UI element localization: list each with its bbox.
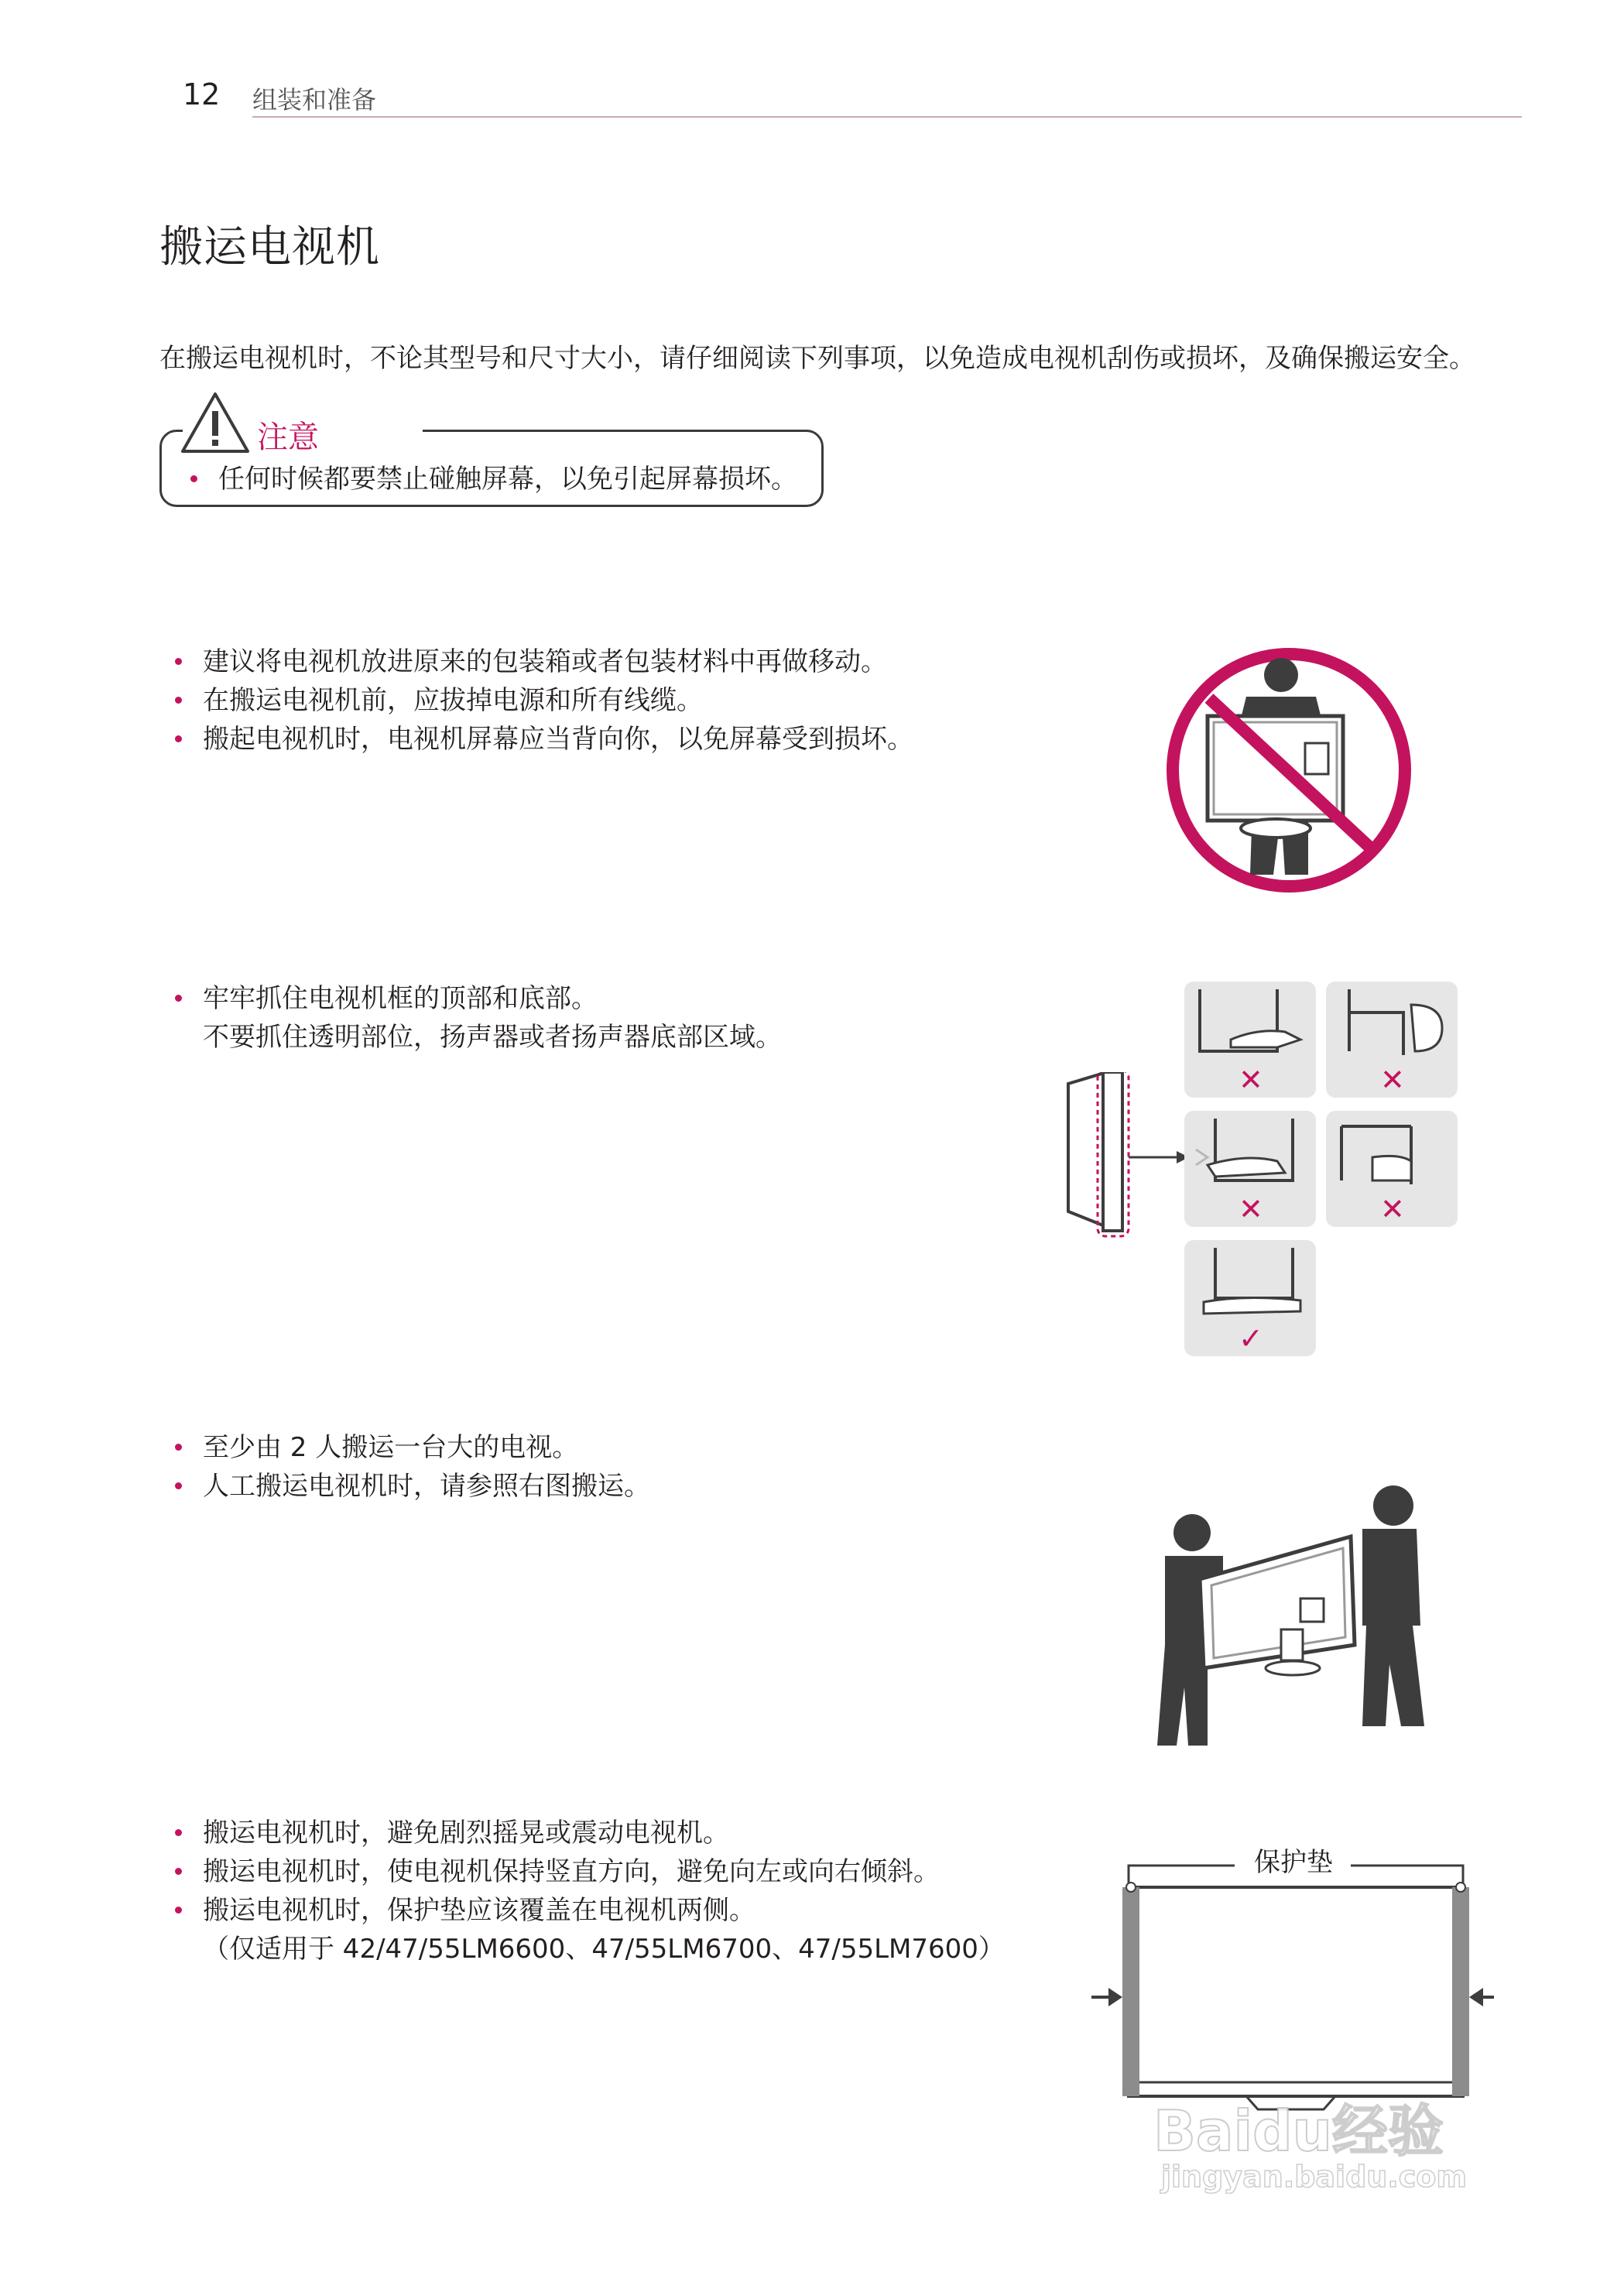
grip-panel-wrong-4 bbox=[1326, 1111, 1458, 1227]
grip-illustration bbox=[1184, 1240, 1316, 1325]
section-2-list bbox=[159, 979, 782, 1057]
protective-pad-label: 保护垫 bbox=[1246, 1841, 1341, 1879]
section-4-list bbox=[159, 1814, 1005, 1968]
grip-panel-correct bbox=[1184, 1240, 1316, 1356]
list-item: 搬运电视机时，避免剧烈摇晃或震动电视机。 bbox=[159, 1814, 1005, 1852]
intro-paragraph: 在搬运电视机时，不论其型号和尺寸大小，请仔细阅读下列事项，以免造成电视机刮伤或损坏，及确保搬运安全。 bbox=[159, 343, 1475, 374]
running-header: 组装和准备 bbox=[252, 85, 377, 115]
no-screen-facing-illustration bbox=[1153, 642, 1424, 898]
list-item: 搬运电视机时，使电视机保持竖直方向，避免向左或向右倾斜。 bbox=[159, 1852, 1005, 1891]
list-item: 在搬运电视机前，应拔掉电源和所有线缆。 bbox=[159, 681, 913, 720]
page-title: 搬运电视机 bbox=[159, 222, 380, 272]
watermark-logo: Baidu经验 bbox=[1153, 2099, 1444, 2164]
correct-mark: ✓ bbox=[1239, 1321, 1263, 1355]
list-item: 牢牢抓住电视机框的顶部和底部。 bbox=[159, 979, 782, 1018]
list-item: 不要抓住透明部位，扬声器或者扬声器底部区域。 bbox=[203, 1022, 782, 1053]
two-person-carry-illustration bbox=[1153, 1479, 1440, 1749]
wrong-mark: ✕ bbox=[1239, 1192, 1263, 1226]
caution-list bbox=[175, 460, 797, 499]
list-item: 搬起电视机时，电视机屏幕应当背向你，以免屏幕受到损坏。 bbox=[159, 720, 913, 759]
header-rule bbox=[252, 116, 1522, 118]
list-item: 搬运电视机时，保护垫应该覆盖在电视机两侧。 bbox=[159, 1891, 1005, 1930]
protective-pad-illustration bbox=[1091, 1850, 1494, 2117]
watermark-url: jingyan.baidu.com bbox=[1161, 2160, 1467, 2194]
grip-panel-wrong-3 bbox=[1184, 1111, 1316, 1227]
wrong-mark: ✕ bbox=[1239, 1063, 1263, 1097]
grip-illustration bbox=[1184, 982, 1316, 1067]
grip-panel-wrong-1 bbox=[1184, 982, 1316, 1098]
section-1-list bbox=[159, 642, 913, 759]
page-number: 12 bbox=[183, 77, 221, 111]
list-item: 建议将电视机放进原来的包装箱或者包装材料中再做移动。 bbox=[159, 642, 913, 681]
wrong-mark: ✕ bbox=[1380, 1192, 1405, 1226]
wrong-mark: ✕ bbox=[1380, 1063, 1405, 1097]
caution-label: 注意 bbox=[252, 413, 324, 457]
caution-item: 任何时候都要禁止碰触屏幕，以免引起屏幕损坏。 bbox=[175, 460, 797, 499]
grip-illustration bbox=[1326, 1111, 1458, 1196]
warning-triangle-icon bbox=[180, 391, 251, 454]
list-item: 人工搬运电视机时，请参照右图搬运。 bbox=[159, 1467, 650, 1506]
grip-illustration bbox=[1326, 982, 1458, 1067]
grip-illustration bbox=[1184, 1111, 1316, 1196]
list-item: （仅适用于 42/47/55LM6600、47/55LM6700、47/55LM7600） bbox=[203, 1934, 1005, 1965]
grip-panel-wrong-2 bbox=[1326, 982, 1458, 1098]
section-3-list bbox=[159, 1428, 650, 1506]
list-item: 至少由 2 人搬运一台大的电视。 bbox=[159, 1428, 650, 1467]
tv-side-view-illustration bbox=[1060, 1072, 1196, 1242]
